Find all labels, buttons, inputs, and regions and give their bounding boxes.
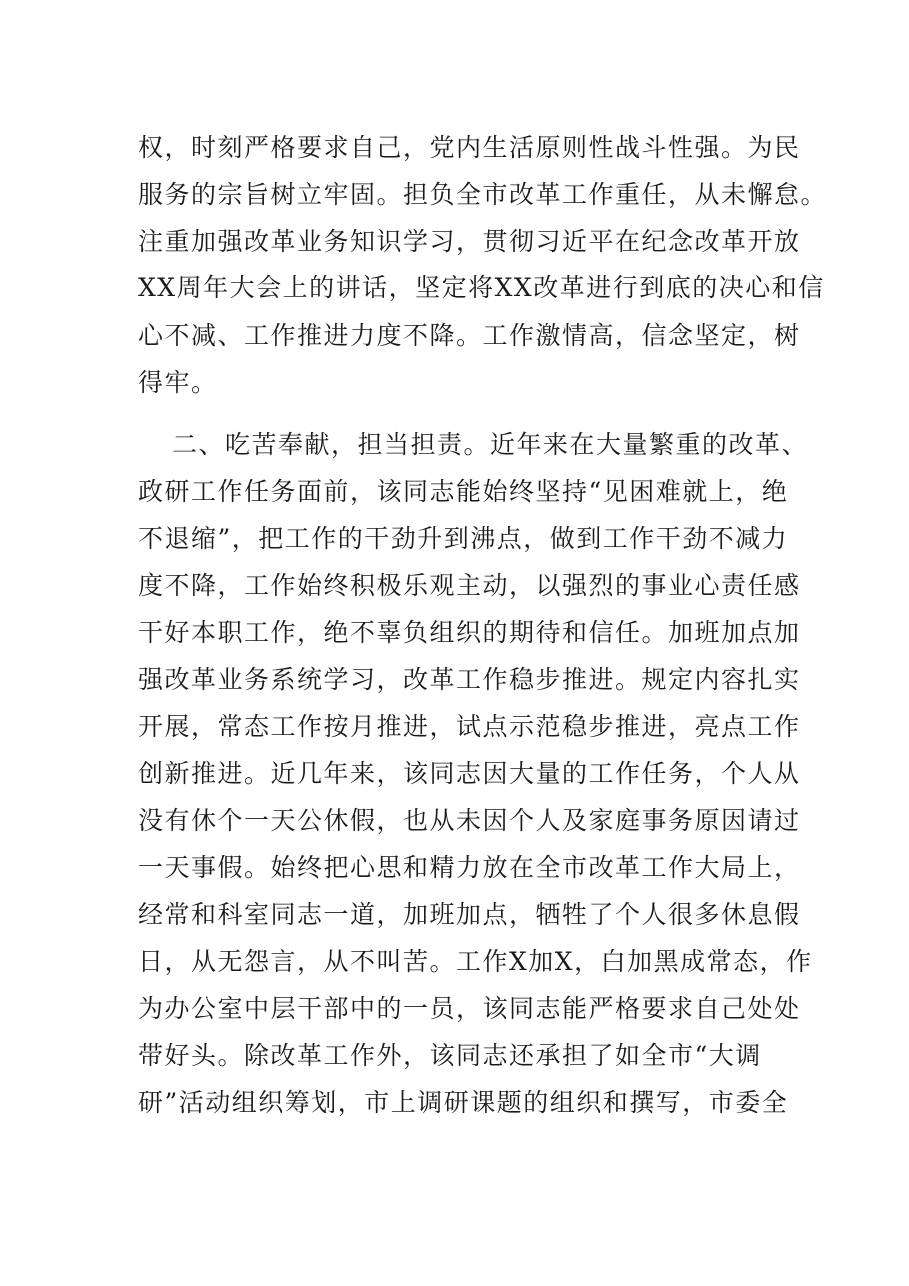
- text-line: 政研工作任务面前，该同志能始终坚持“见困难就上，绝: [138, 477, 789, 506]
- text-line: 没有休个一天公休假，也从未因个人及家庭事务原因请过: [138, 806, 801, 835]
- text-line: 开展，常态工作按月推进，试点示范稳步推进，亮点工作: [138, 712, 801, 741]
- text-line: 为办公室中层干部中的一员，该同志能严格要求自己处处: [138, 994, 801, 1023]
- text-line: 干好本职工作，绝不辜负组织的期待和信任。加班加点加: [138, 618, 801, 647]
- text-line: 经常和科室同志一道，加班加点，牺牲了个人很多休息假: [138, 900, 801, 929]
- text-line: 研”活动组织筹划，市上调研课题的组织和撰写，市委全: [138, 1088, 789, 1117]
- text-line: XX周年大会上的讲话，坚定将XX改革进行到底的决心和信: [138, 273, 825, 302]
- section-heading-line: 二、吃苦奉献，担当担责。近年来在大量繁重的改革、: [172, 430, 809, 459]
- text-line: 不退缩”，把工作的干劲升到沸点，做到工作干劲不减力: [138, 524, 789, 553]
- text-line: 注重加强改革业务知识学习，贯彻习近平在纪念改革开放: [138, 227, 801, 256]
- text-line: 心不减、工作推进力度不降。工作激情高，信念坚定，树: [138, 321, 801, 350]
- text-line: 日，从无怨言，从不叫苦。工作X加X，白加黑成常态，作: [138, 947, 813, 976]
- text-line: 强改革业务系统学习，改革工作稳步推进。规定内容扎实: [138, 665, 801, 694]
- text-line: 带好头。除改革工作外，该同志还承担了如全市“大调: [138, 1041, 762, 1070]
- text-line: 权，时刻严格要求自己，党内生活原则性战斗性强。为民: [138, 133, 801, 162]
- text-line: 一天事假。始终把心思和精力放在全市改革工作大局上，: [138, 853, 801, 882]
- text-line: 得牢。: [138, 368, 218, 397]
- text-line: 度不降，工作始终积极乐观主动，以强烈的事业心责任感: [138, 571, 801, 600]
- text-line: 服务的宗旨树立牢固。担负全市改革工作重任，从未懈怠。: [138, 180, 828, 209]
- text-line: 创新推进。近几年来，该同志因大量的工作任务，个人从: [138, 759, 801, 788]
